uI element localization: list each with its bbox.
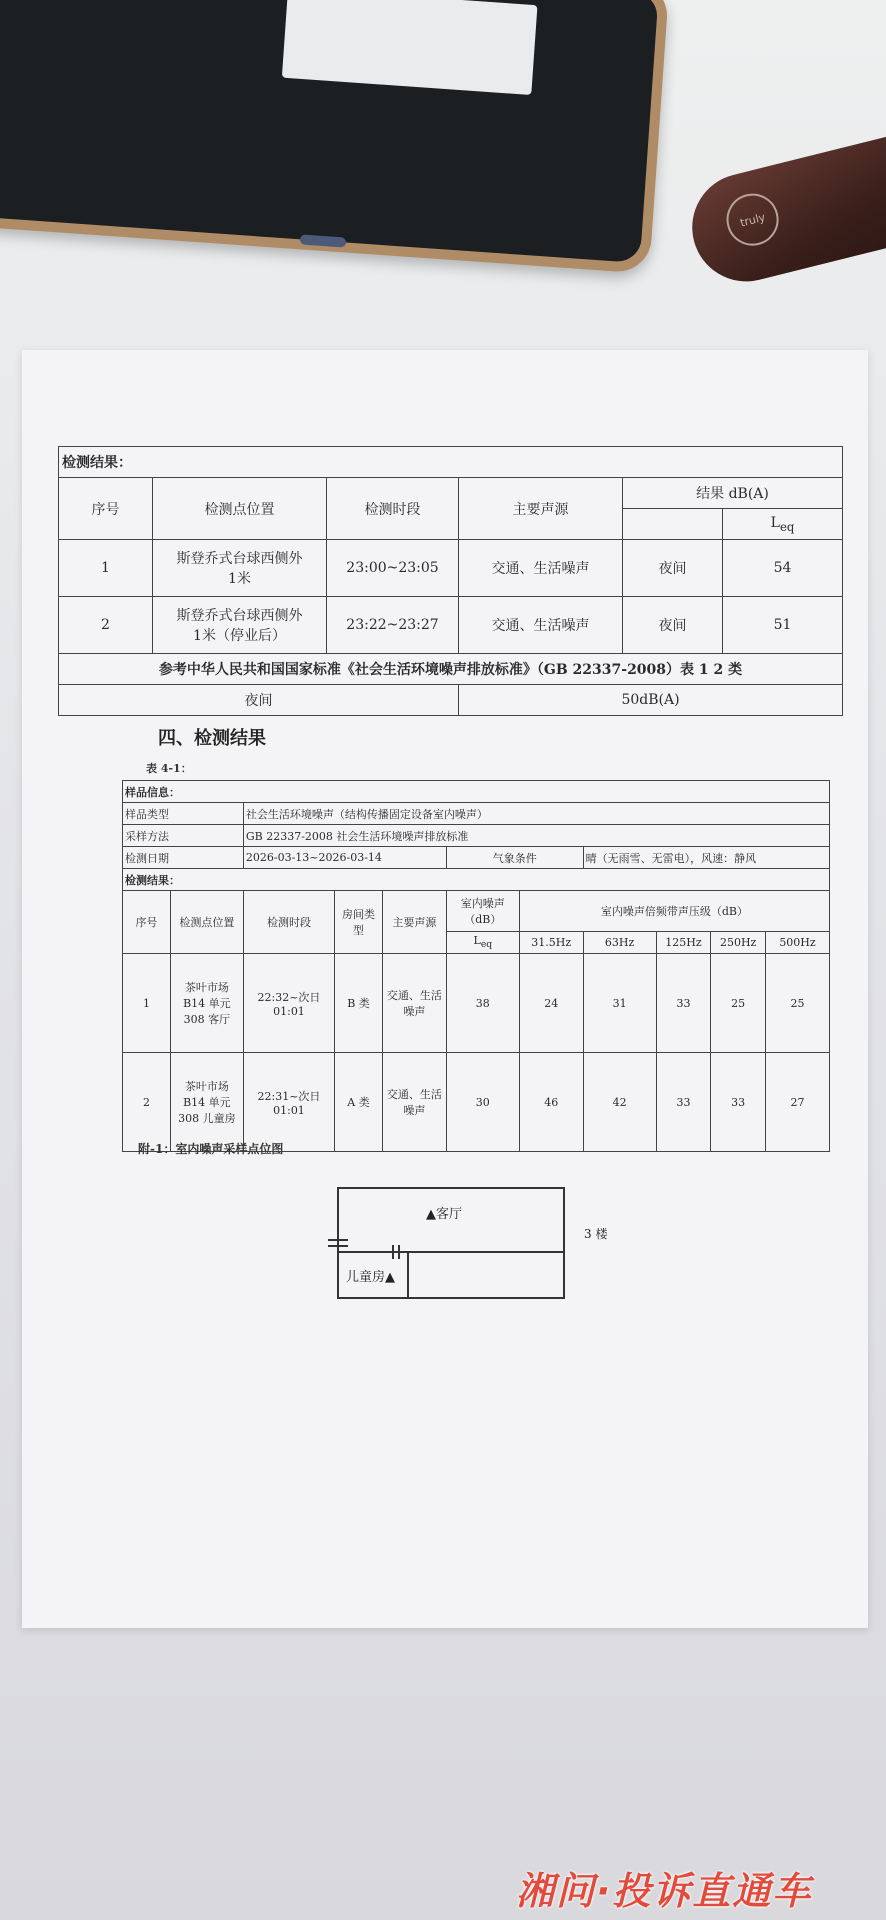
cell-source: 交通、生活噪声 <box>459 597 623 654</box>
cell-leq: 38 <box>446 954 519 1053</box>
col-room-type: 房间类型 <box>335 891 383 954</box>
cell-band: 31 <box>583 954 656 1053</box>
col-indoor-noise: 室内噪声（dB） <box>446 891 519 932</box>
col-band-63hz: 63Hz <box>583 932 656 954</box>
cell-location: 斯登乔式台球西侧外 1米 <box>153 540 327 597</box>
col-period: 检测时段 <box>243 891 334 954</box>
sample-type-label: 样品类型 <box>123 803 244 825</box>
table-row <box>59 540 843 597</box>
cell-band: 25 <box>711 954 766 1053</box>
cell-no: 1 <box>123 954 171 1053</box>
col-source: 主要声源 <box>459 478 623 540</box>
cell-location: 斯登乔式台球西侧外 1米（停业后） <box>153 597 327 654</box>
indoor-noise-table <box>122 780 830 1152</box>
col-result-blank <box>623 509 723 540</box>
col-source: 主要声源 <box>382 891 446 954</box>
cell-location: 茶叶市场 B14 单元 308 儿童房 <box>170 1053 243 1152</box>
cell-value: 51 <box>723 597 843 654</box>
result-table <box>58 446 843 716</box>
result-table-header: 检测结果： <box>59 447 843 478</box>
col-no: 序号 <box>59 478 153 540</box>
cell-no: 1 <box>59 540 153 597</box>
cell-band: 33 <box>711 1053 766 1152</box>
watermark-logo: 湘问·投诉直通车 <box>516 1869 813 1913</box>
col-leq: $L_{eq}$ <box>446 932 519 954</box>
table-row <box>123 954 830 1053</box>
cell-band: 33 <box>656 954 711 1053</box>
cell-time: 夜间 <box>623 597 723 654</box>
stylus-logo: truly <box>721 188 784 251</box>
cell-band: 42 <box>583 1053 656 1152</box>
phone-device <box>0 0 669 274</box>
col-location: 检测点位置 <box>170 891 243 954</box>
col-band-title: 室内噪声倍频带声压级（dB） <box>519 891 829 932</box>
col-period: 检测时段 <box>327 478 459 540</box>
cell-band: 25 <box>766 954 830 1053</box>
reference-standard: 参考中华人民共和国国家标准《社会生活环境噪声排放标准》（GB 22337-2008）表 1 2 类 <box>59 654 843 685</box>
phone-screen <box>282 0 538 95</box>
floor-plan <box>318 1168 648 1318</box>
table-row <box>123 1053 830 1152</box>
date-value: 2026-03-13~2026-03-14 <box>243 847 446 869</box>
table-row <box>59 597 843 654</box>
limit-value: 50dB(A) <box>459 685 843 716</box>
cell-band: 24 <box>519 954 583 1053</box>
cell-source: 交通、生活噪声 <box>382 1053 446 1152</box>
sample-info-label: 样品信息： <box>123 781 830 803</box>
col-location: 检测点位置 <box>153 478 327 540</box>
cell-source: 交通、生活噪声 <box>459 540 623 597</box>
living-room-label: ▲客厅 <box>426 1207 462 1222</box>
limit-label: 夜间 <box>59 685 459 716</box>
weather-label: 气象条件 <box>446 847 583 869</box>
figure-title: 附-1：室内噪声采样点位图 <box>138 1142 284 1156</box>
table-label: 表 4-1： <box>146 762 192 775</box>
cell-room-type: B 类 <box>335 954 383 1053</box>
method-value: GB 22337-2008 社会生活环境噪声排放标准 <box>243 825 829 847</box>
col-band-31-5hz: 31.5Hz <box>519 932 583 954</box>
cell-leq: 30 <box>446 1053 519 1152</box>
cell-period: 23:22~23:27 <box>327 597 459 654</box>
weather-value: 晴（无雨雪、无雷电），风速：静风 <box>583 847 829 869</box>
cell-no: 2 <box>59 597 153 654</box>
cell-period: 22:32~次日 01:01 <box>243 954 334 1053</box>
cell-no: 2 <box>123 1053 171 1152</box>
method-label: 采样方法 <box>123 825 244 847</box>
col-band-125hz: 125Hz <box>656 932 711 954</box>
cell-value: 54 <box>723 540 843 597</box>
cell-period: 23:00~23:05 <box>327 540 459 597</box>
col-result: 结果 dB(A) <box>623 478 843 509</box>
col-band-250hz: 250Hz <box>711 932 766 954</box>
cell-room-type: A 类 <box>335 1053 383 1152</box>
floor-label: 3 楼 <box>584 1227 608 1241</box>
col-band-500hz: 500Hz <box>766 932 830 954</box>
cell-location: 茶叶市场 B14 单元 308 客厅 <box>170 954 243 1053</box>
document-page <box>22 350 868 1628</box>
cell-band: 46 <box>519 1053 583 1152</box>
results-label: 检测结果： <box>123 869 830 891</box>
cell-period: 22:31~次日 01:01 <box>243 1053 334 1152</box>
cell-band: 33 <box>656 1053 711 1152</box>
section-title: 四、检测结果 <box>158 728 266 749</box>
sample-type-value: 社会生活环境噪声（结构传播固定设备室内噪声） <box>243 803 829 825</box>
date-label: 检测日期 <box>123 847 244 869</box>
cell-time: 夜间 <box>623 540 723 597</box>
cell-band: 27 <box>766 1053 830 1152</box>
kids-room-label: 儿童房▲ <box>346 1270 395 1285</box>
cell-source: 交通、生活噪声 <box>382 954 446 1053</box>
col-leq: $L_{eq}$ <box>723 509 843 540</box>
col-no: 序号 <box>123 891 171 954</box>
